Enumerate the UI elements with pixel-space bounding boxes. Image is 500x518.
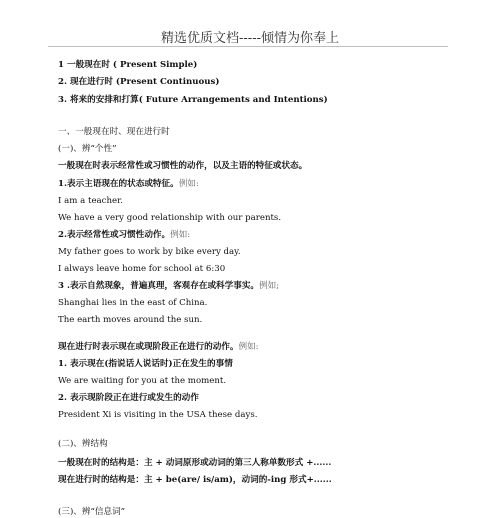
example-sentence: We have a very good relationship with our parents. [58, 213, 282, 223]
example-sentence: I am a teacher. [58, 196, 123, 206]
subsection-heading: (二)、辨结构 [58, 439, 108, 449]
header-divider [48, 46, 448, 47]
rule-heading: 2.表示经常性或习惯性动作。例如: [58, 230, 191, 240]
rule-heading: 3 .表示自然现象，普遍真理，客观存在或科学事实。例如; [58, 281, 280, 291]
page-header: 精选优质文档-----倾情为你奉上 [161, 31, 339, 46]
structure-rule: 一般现在时的结构是：主 + 动词原形或动词的第三人称单数形式 +...... [58, 458, 332, 468]
list-item: 3. 将来的安排和打算( Future Arrangements and Intentions) [58, 95, 328, 105]
subsection-heading: (三)、辨“信息词” [58, 507, 126, 517]
list-item: 1 一般现在时 ( Present Simple) [58, 60, 198, 70]
example-sentence: President Xi is visiting in the USA these days. [58, 410, 258, 420]
rule-heading: 2. 表示现阶段正在进行或发生的动作 [58, 393, 199, 403]
example-sentence: We are waiting for you at the moment. [58, 376, 227, 386]
rule-heading: 1. 表示现在(指说话人说话时)正在发生的事情 [58, 359, 233, 369]
example-sentence: My father goes to work by bike every day. [58, 247, 241, 257]
subsection-heading: (一)、辨“个性” [58, 144, 117, 154]
structure-rule: 现在进行时的结构是：主 + be(are/ is/am)，动词的-ing 形式+...... [58, 475, 332, 485]
list-item: 2. 现在进行时 (Present Continuous) [58, 77, 220, 87]
section-heading: 一、一般现在时、现在进行时 [58, 127, 170, 137]
paragraph: 一般现在时表示经常性或习惯性的动作，以及主语的特征或状态。 [58, 161, 308, 171]
example-sentence: The earth moves around the sun. [58, 315, 203, 325]
example-sentence: I always leave home for school at 6:30 [58, 264, 226, 274]
rule-heading: 1.表示主语现在的状态或特征。例如: [58, 179, 199, 189]
paragraph: 现在进行时表示现在或现阶段正在进行的动作。例如: [58, 342, 259, 352]
example-sentence: Shanghai lies in the east of China. [58, 298, 208, 308]
